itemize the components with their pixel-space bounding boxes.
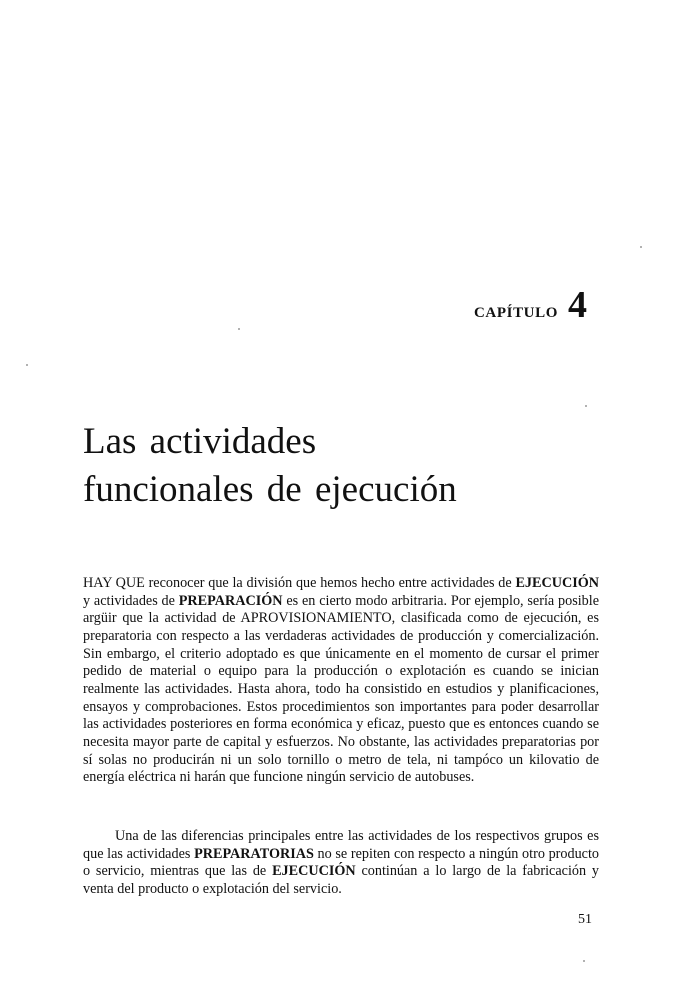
- paragraph-2-text-b: no se repiten con respecto a ningún otro producto o servicio, mientras que las de: [83, 845, 600, 880]
- paragraph-2: [83, 828, 599, 899]
- paragraph-1-text-b: y actividades de: [83, 592, 179, 609]
- paragraph-1-bold-ejecucion: EJECUCIÓN: [515, 575, 599, 591]
- paper-speck: [585, 405, 587, 407]
- paragraph-1-text-c: es en cierto modo arbitraria. Por ejemplo, sería posible argüir que la actividad de APROVISIONAMIENTO, clasificada como de ejecución, es preparatoria con respecto a las verdaderas actividades de producción y comercialización. Sin embargo, el criterio adoptado es que únicamente en el momento de cursar el primer pedido de material o equipo para la producción o explotación es cuando se inician realmente las actividades. Hasta ahora, todo ha consistido en estudios y planificaciones, ensayos y comprobaciones. Estos procedimientos son importantes para poder desarrollar las actividades posteriores en forma económica y eficaz, puesto que es entonces cuando se necesita mayor parte de capital y esfuerzos. No obstante, las actividades preparatorias por sí solas no producirán ni un solo tornillo o metro de tela, ni tampóco un kilovatio de energía eléctrica ni harán que funcione ningún servicio de autobuses.: [83, 592, 599, 786]
- chapter-word: CAPÍTULO: [474, 305, 558, 321]
- paper-speck: [238, 328, 240, 330]
- chapter-title-line-1: Las actividades: [83, 421, 317, 462]
- paragraph-1-bold-preparacion: PREPARACIÓN: [178, 592, 283, 609]
- paragraph-1: [83, 575, 599, 787]
- paragraph-2-bold-preparatorias: PREPARATORIAS: [194, 845, 314, 862]
- chapter-heading: [474, 286, 587, 324]
- paper-speck: [640, 246, 642, 248]
- chapter-number: 4: [567, 284, 587, 326]
- paragraph-2-bold-ejecucion: EJECUCIÓN: [272, 863, 356, 880]
- paper-speck: [583, 960, 585, 962]
- paragraph-1-text-a: HAY QUE reconocer que la división que hemos hecho entre actividades de: [83, 575, 516, 591]
- page-number: 51: [578, 912, 592, 927]
- paragraph-2-text-a: Una de las diferencias principales entre las actividades de los respectivos grupos es que las actividades: [83, 828, 599, 862]
- chapter-title: [83, 418, 623, 514]
- chapter-title-line-2: funcionales de ejecución: [83, 469, 457, 510]
- paragraph-2-text-c: continúan a lo largo de la fabricación y venta del producto o explotación del servicio.: [83, 863, 600, 897]
- paper-speck: [26, 364, 28, 366]
